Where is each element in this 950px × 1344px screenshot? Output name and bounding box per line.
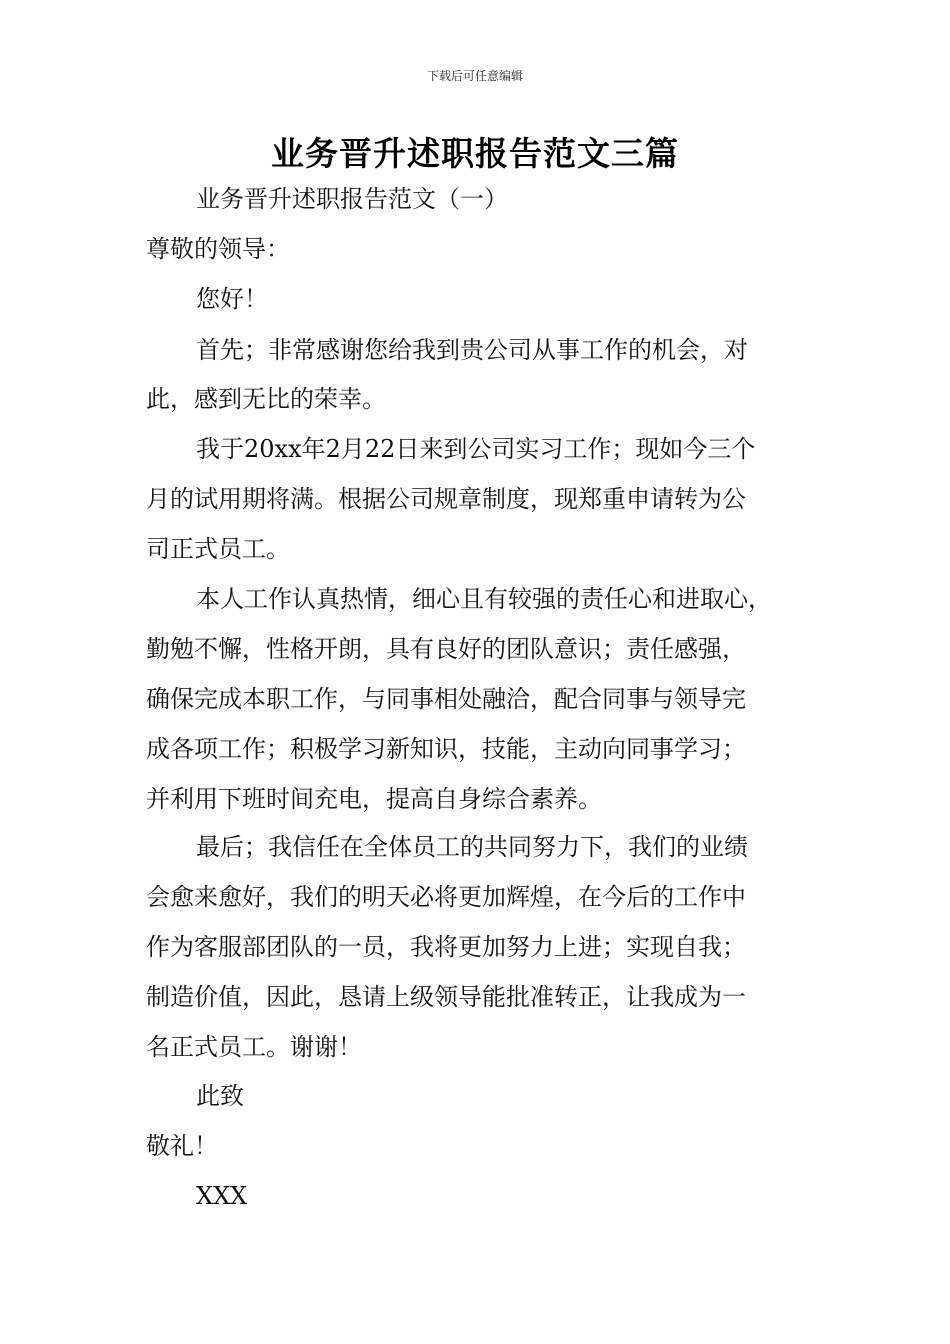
paragraph-4-line-5: 名正式员工。谢谢！ xyxy=(146,1033,362,1061)
paragraph-1-line-2: 此，感到无比的荣幸。 xyxy=(146,385,386,413)
paragraph-4-line-3: 作为客服部团队的一员，我将更加努力上进；实现自我； xyxy=(146,933,746,961)
subtitle: 业务晋升述职报告范文（一） xyxy=(196,185,508,213)
signature: XXX xyxy=(196,1182,248,1210)
paragraph-3-line-1: 本人工作认真热情，细心且有较强的责任心和进取心， xyxy=(196,585,772,613)
paragraph-1-line-1: 首先；非常感谢您给我到贵公司从事工作的机会，对 xyxy=(196,336,748,364)
paragraph-2-line-3: 司正式员工。 xyxy=(146,535,290,563)
closing-cizhi: 此致 xyxy=(196,1082,244,1110)
paragraph-2-line-1: 我于20xx年2月22日来到公司实习工作；现如今三个 xyxy=(196,435,756,463)
download-note: 下载后可任意编辑 xyxy=(426,69,523,83)
paragraph-3-line-2: 勤勉不懈，性格开朗，具有良好的团队意识；责任感强， xyxy=(146,635,746,663)
paragraph-4-line-4: 制造价值，因此，恳请上级领导能批准转正，让我成为一 xyxy=(146,983,746,1011)
paragraph-4-line-2: 会愈来愈好，我们的明天必将更加辉煌，在今后的工作中 xyxy=(146,883,746,911)
closing-jingli: 敬礼！ xyxy=(146,1132,218,1160)
paragraph-3-line-4: 成各项工作；积极学习新知识，技能，主动向同事学习； xyxy=(146,735,746,763)
document-title: 业务晋升述职报告范文三篇 xyxy=(271,134,679,173)
salutation: 尊敬的领导： xyxy=(146,235,290,263)
paragraph-3-line-3: 确保完成本职工作，与同事相处融洽，配合同事与领导完 xyxy=(146,685,746,713)
paragraph-3-line-5: 并利用下班时间充电，提高自身综合素养。 xyxy=(146,785,602,813)
paragraph-4-line-1: 最后；我信任在全体员工的共同努力下，我们的业绩 xyxy=(196,833,748,861)
greeting: 您好！ xyxy=(196,285,268,313)
paragraph-2-line-2: 月的试用期将满。根据公司规章制度，现郑重申请转为公 xyxy=(146,485,746,513)
